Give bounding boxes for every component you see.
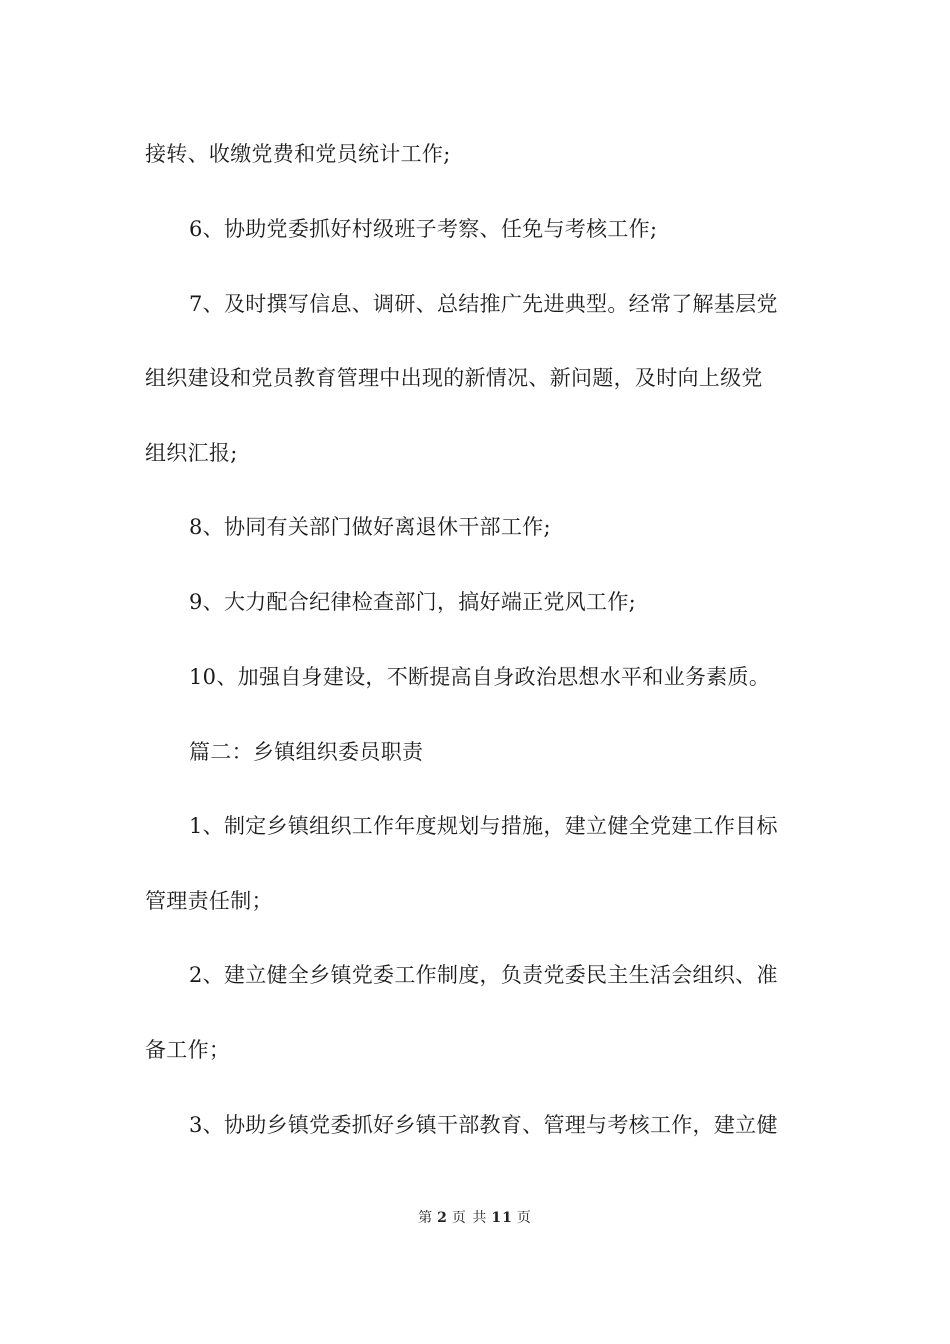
footer-suffix: 页 xyxy=(516,1210,532,1226)
text-line: 接转、收缴党费和党员统计工作; xyxy=(145,142,451,166)
text-line: 6、协助党委抓好村级班子考察、任免与考核工作; xyxy=(189,217,658,241)
text-line: 管理责任制； xyxy=(145,889,273,913)
footer-page-number: 2 xyxy=(437,1210,448,1226)
text-line: 9、大力配合纪律检查部门，搞好端正党风工作; xyxy=(189,590,637,614)
text-line: 2、建立健全乡镇党委工作制度，负责党委民主生活会组织、准 xyxy=(189,963,778,987)
footer-middle: 页 共 xyxy=(451,1210,488,1226)
text-line: 1、制定乡镇组织工作年度规划与措施，建立健全党建工作目标 xyxy=(189,814,778,838)
text-line: 8、协同有关部门做好离退休干部工作; xyxy=(189,515,551,539)
page-footer xyxy=(0,1208,950,1228)
text-line: 备工作； xyxy=(145,1038,231,1062)
text-line: 10、加强自身建设，不断提高自身政治思想水平和业务素质。 xyxy=(189,665,771,689)
footer-prefix: 第 xyxy=(418,1210,434,1226)
text-line: 3、协助乡镇党委抓好乡镇干部教育、管理与考核工作，建立健 xyxy=(189,1113,778,1137)
text-line: 组织汇报; xyxy=(145,441,238,465)
text-line: 7、及时撰写信息、调研、总结推广先进典型。经常了解基层党 xyxy=(189,292,778,316)
text-line: 组织建设和党员教育管理中出现的新情况、新问题，及时向上级党 xyxy=(145,366,763,390)
footer-total-pages: 11 xyxy=(491,1210,513,1226)
section-heading: 篇二：乡镇组织委员职责 xyxy=(189,740,424,764)
